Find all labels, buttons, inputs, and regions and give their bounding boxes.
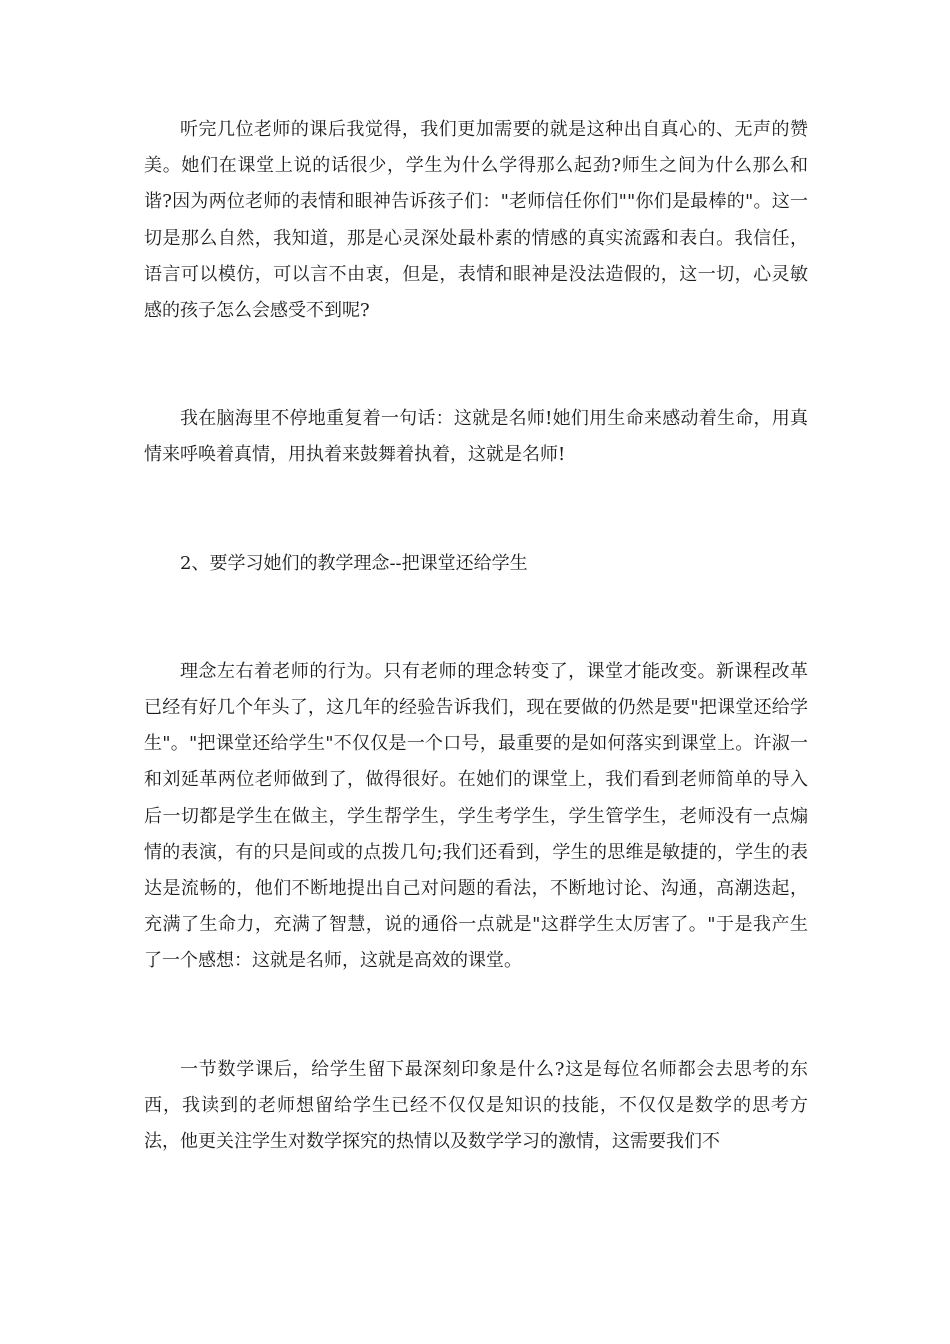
paragraph-gap (144, 980, 808, 1052)
paragraph-gap (144, 474, 808, 546)
paragraph-teaching-concept: 理念左右着老师的行为。只有老师的理念转变了，课堂才能改变。新课程改革已经有好几个年头了，这几年的经验告诉我们，现在要做的仍然是要"把课堂还给学生"。"把课堂还给学生"不仅仅是一个口号，最重要的是如何落实到课堂上。许淑一和刘延革两位老师做到了，做得很好。在她们的课堂上，我们看到老师简单的导入后一切都是学生在做主，学生帮学生，学生考学生，学生管学生，老师没有一点煽情的表演，有的只是间或的点拨几句;我们还看到，学生的思维是敏捷的，学生的表达是流畅的，他们不断地提出自己对问题的看法，不断地讨论、沟通，高潮迭起，充满了生命力，充满了智慧，说的通俗一点就是"这群学生太厉害了。"于是我产生了一个感想：这就是名师，这就是高效的课堂。 (144, 660, 808, 972)
paragraph-gap (144, 329, 808, 401)
section-heading: 2、要学习她们的教学理念--把课堂还给学生 (180, 552, 528, 574)
paragraph-praise: 听完几位老师的课后我觉得，我们更加需要的就是这种出自真心的、无声的赞美。她们在课堂上说的话很少，学生为什么学得那么起劲?师生之间为什么那么和谐?因为两位老师的表情和眼神告诉孩子们："老师信任你们""你们是最棒的"。这一切是那么自然，我知道，那是心灵深处最朴素的情感的真实流露和表白。我信任，语言可以模仿，可以言不由衷，但是，表情和眼神是没法造假的，这一切，心灵敏感的孩子怎么会感受不到呢? (144, 119, 808, 322)
paragraph-gap (144, 582, 808, 654)
paragraph-math-lesson: 一节数学课后，给学生留下最深刻印象是什么?这是每位名师都会去思考的东西，我读到的老师想留给学生已经不仅仅是知识的技能，不仅仅是数学的思考方法，他更关注学生对数学探究的热情以及数学学习的激情，这需要我们不 (144, 1058, 808, 1153)
document-body (144, 112, 808, 1160)
paragraph-famous-teacher: 我在脑海里不停地重复着一句话：这就是名师!她们用生命来感动着生命，用真情来呼唤着真情，用执着来鼓舞着执着，这就是名师! (144, 408, 808, 466)
